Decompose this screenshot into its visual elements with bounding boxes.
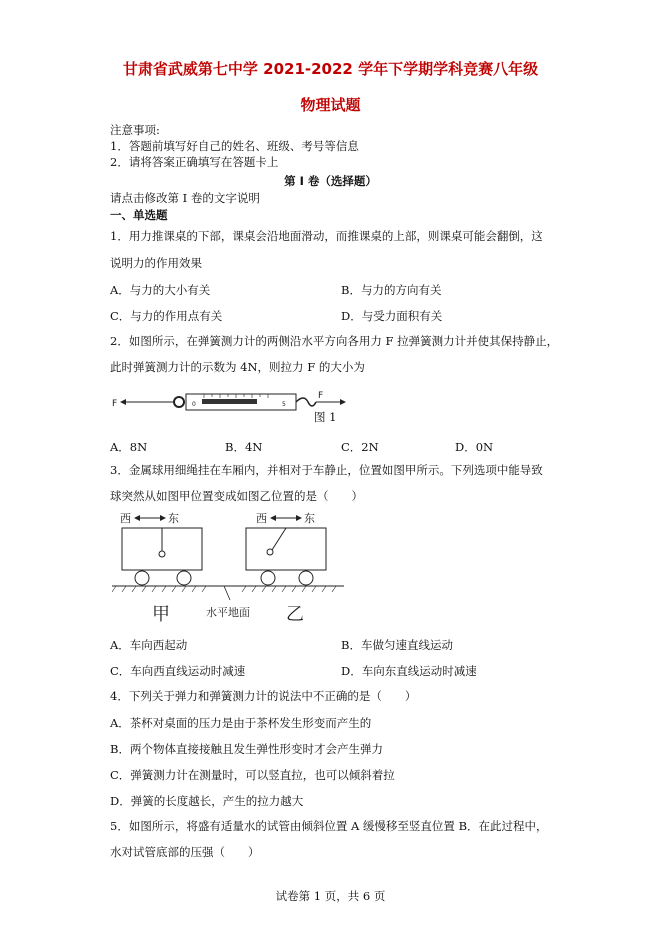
cart-jia-label: 甲 xyxy=(152,604,170,625)
question-1-option-d: D．与受力面积有关 xyxy=(341,309,443,323)
question-3-option-d: D．车向东直线运动时减速 xyxy=(341,664,477,678)
question-1-option-b: B．与力的方向有关 xyxy=(341,283,442,297)
notice-item: 2．请将答案正确填写在答题卡上 xyxy=(110,155,279,169)
question-1-stem: 说明力的作用效果 xyxy=(110,256,202,270)
scale-number: 5 xyxy=(282,401,286,408)
page-footer: 试卷第 1 页，共 6 页 xyxy=(275,889,386,903)
question-5-stem: 水对试管底部的压强（ ） xyxy=(110,845,260,859)
ground-label: 水平地面 xyxy=(206,606,250,619)
question-2-option-d: D．0N xyxy=(455,440,494,454)
question-1-option-c: C．与力的作用点有关 xyxy=(110,309,223,323)
figure-caption: 图 1 xyxy=(314,410,337,424)
question-4-option-d: D．弹簧的长度越长，产生的拉力越大 xyxy=(110,794,304,808)
question-1-stem: 1．用力推课桌的下部，课桌会沿地面滑动，而推课桌的上部，则课桌可能会翻倒，这 xyxy=(110,229,543,243)
exam-title-line2: 物理试题 xyxy=(300,96,361,114)
question-2-option-b: B．4N xyxy=(225,440,263,454)
notice-item: 1．答题前填写好自己的姓名、班级、考号等信息 xyxy=(110,139,359,153)
question-5-stem: 5．如图所示，将盛有适量水的试管由倾斜位置 A 缓慢移至竖直位置 B．在此过程中， xyxy=(110,819,548,833)
question-3-stem: 3．金属球用细绳挂在车厢内，并相对于车静止，位置如图甲所示。下列选项中能导致 xyxy=(110,463,543,477)
question-2-stem: 2．如图所示，在弹簧测力计的两侧沿水平方向各用力 F 拉弹簧测力计并使其保持静止， xyxy=(110,334,559,348)
force-right-label: F xyxy=(318,391,324,401)
notice-heading: 注意事项: xyxy=(110,123,160,137)
question-4-option-c: C．弹簧测力计在测量时，可以竖直拉，也可以倾斜着拉 xyxy=(110,768,395,782)
exam-title-line1: 甘肃省武威第七中学 2021-2022 学年下学期学科竞赛八年级 xyxy=(122,60,539,78)
question-4-option-a: A．茶杯对桌面的压力是由于茶杯发生形变而产生的 xyxy=(110,716,372,730)
question-2-option-a: A．8N xyxy=(110,440,148,454)
force-left-label: F xyxy=(112,399,118,409)
question-2-stem: 此时弹簧测力计的示数为 4N，则拉力 F 的大小为 xyxy=(110,360,365,374)
cart-body xyxy=(246,528,326,570)
part-instruction: 请点击修改第 I 卷的文字说明 xyxy=(110,191,260,205)
scale-number: 0 xyxy=(192,401,196,408)
part-title: 第 I 卷（选择题） xyxy=(284,174,377,188)
question-3-option-a: A．车向西起动 xyxy=(110,638,188,652)
question-4-option-b: B．两个物体直接接触且发生弹性形变时才会产生弹力 xyxy=(110,742,383,756)
question-3-option-c: C．车向西直线运动时减速 xyxy=(110,664,246,678)
question-2-option-c: C．2N xyxy=(341,440,379,454)
west-label: 西 xyxy=(256,512,267,525)
west-label: 西 xyxy=(120,512,131,525)
section-heading: 一、单选题 xyxy=(110,208,168,222)
question-1-option-a: A．与力的大小有关 xyxy=(110,283,211,297)
cart-figure xyxy=(112,508,344,626)
east-label: 东 xyxy=(168,512,179,525)
cart-yi-label: 乙 xyxy=(286,604,304,625)
east-label: 东 xyxy=(304,512,315,525)
question-4-stem: 4．下列关于弹力和弹簧测力计的说法中不正确的是（ ） xyxy=(110,689,417,703)
question-3-stem: 球突然从如图甲位置变成如图乙位置的是（ ） xyxy=(110,489,363,503)
question-3-option-b: B．车做匀速直线运动 xyxy=(341,638,453,652)
